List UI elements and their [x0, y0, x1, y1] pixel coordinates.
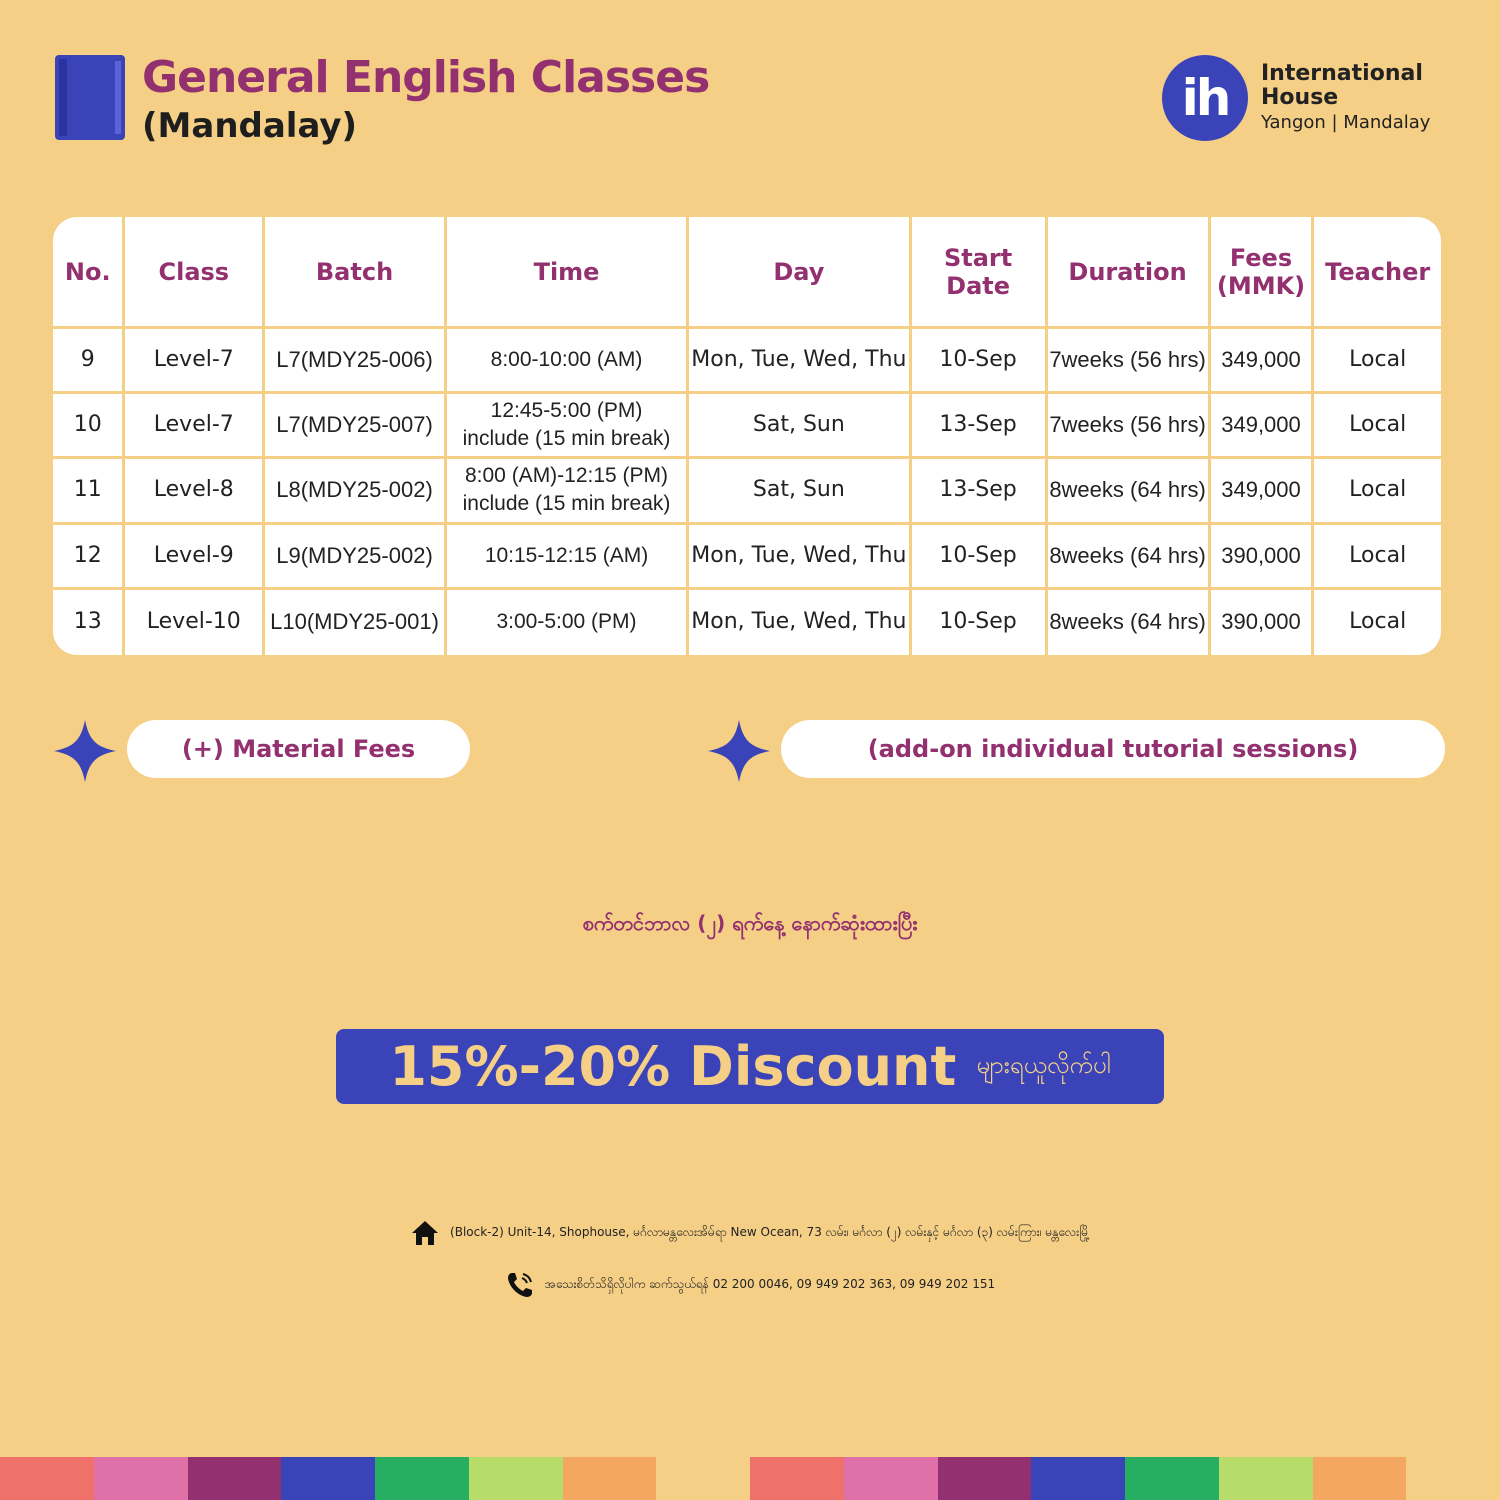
- cell-duration: 8weeks (64 hrs): [1048, 525, 1208, 590]
- time-range: 8:00-10:00 (AM): [490, 348, 643, 372]
- logo-line-2: House: [1261, 85, 1339, 110]
- logo-text: [1261, 62, 1430, 133]
- cell-time: [447, 394, 686, 459]
- table-row: [53, 590, 1441, 655]
- time-range: 12:45-5:00 (PM): [490, 399, 643, 423]
- col-header-batch: Batch: [265, 217, 444, 329]
- cell-no: 13: [53, 590, 122, 655]
- time-range: 3:00-5:00 (PM): [496, 610, 637, 634]
- cell-start-date: 10-Sep: [912, 590, 1045, 655]
- cell-fees: 349,000: [1211, 459, 1312, 524]
- time-range: 10:15-12:15 (AM): [484, 543, 649, 567]
- promo-headline: စက်တင်ဘာလ (၂) ရက်နေ့ နောက်ဆုံးထားပြီး: [582, 911, 918, 935]
- discount-subtext: များရယူလိုက်ပါ: [976, 1050, 1111, 1079]
- phone-icon: [505, 1270, 535, 1300]
- color-stripe-segment: [94, 1457, 188, 1500]
- col-header-start-date: [912, 217, 1045, 329]
- start-date-label: Start Date: [943, 243, 1013, 300]
- cell-fees: 390,000: [1211, 525, 1312, 590]
- home-icon: [410, 1218, 440, 1248]
- color-stripe-segment: [750, 1457, 844, 1500]
- color-stripe-segment: [563, 1457, 657, 1500]
- fees-label: Fees (MMK): [1216, 243, 1306, 300]
- address-line: [0, 1218, 1500, 1248]
- color-stripe-segment: [1031, 1457, 1125, 1500]
- material-fees-note: (+) Material Fees: [127, 720, 470, 778]
- logo-mark: ih: [1162, 55, 1248, 141]
- phone-line: [0, 1270, 1500, 1300]
- tutorial-note: (add-on individual tutorial sessions): [781, 720, 1445, 778]
- cell-class: Level-7: [125, 329, 262, 394]
- time-note: include (15 min break): [462, 427, 671, 451]
- cell-start-date: 13-Sep: [912, 459, 1045, 524]
- cell-teacher: Local: [1314, 459, 1441, 524]
- page-subtitle: (Mandalay): [142, 106, 358, 146]
- cell-teacher: Local: [1314, 394, 1441, 459]
- color-stripe-segment: [1219, 1457, 1313, 1500]
- logo-line-1: International: [1261, 61, 1423, 86]
- color-stripe-segment: [656, 1457, 750, 1500]
- cell-no: 12: [53, 525, 122, 590]
- color-stripe-segment: [188, 1457, 282, 1500]
- cell-day: Mon, Tue, Wed, Thu: [689, 329, 909, 394]
- cell-time: [447, 329, 686, 394]
- phone-text: အသေးစိတ်သိရှိလိုပါက ဆက်သွယ်ရန် 02 200 0046, 09 949 202 363, 09 949 202 151: [544, 1277, 996, 1291]
- cell-no: 9: [53, 329, 122, 394]
- schedule-table: [53, 217, 1441, 655]
- cell-fees: 390,000: [1211, 590, 1312, 655]
- time-range: 8:00 (AM)-12:15 (PM): [464, 464, 669, 488]
- cell-day: Sat, Sun: [689, 459, 909, 524]
- sparkle-icon: [54, 720, 116, 782]
- time-note: include (15 min break): [462, 492, 671, 516]
- cell-fees: 349,000: [1211, 394, 1312, 459]
- cell-time: [447, 590, 686, 655]
- cell-start-date: 13-Sep: [912, 394, 1045, 459]
- cell-class: Level-9: [125, 525, 262, 590]
- cell-batch: L7(MDY25-007): [265, 394, 444, 459]
- sparkle-icon: [708, 720, 770, 782]
- cell-fees: 349,000: [1211, 329, 1312, 394]
- color-stripe-segment: [281, 1457, 375, 1500]
- cell-batch: L7(MDY25-006): [265, 329, 444, 394]
- color-stripe-segment: [938, 1457, 1032, 1500]
- cell-day: Sat, Sun: [689, 394, 909, 459]
- logo-line-3: Yangon | Mandalay: [1261, 112, 1431, 133]
- col-header-class: Class: [125, 217, 262, 329]
- cell-class: Level-10: [125, 590, 262, 655]
- cell-teacher: Local: [1314, 329, 1441, 394]
- color-stripe-segment: [1313, 1457, 1407, 1500]
- color-stripe-segment: [844, 1457, 938, 1500]
- discount-text: 15%-20% Discount: [389, 1035, 957, 1098]
- col-header-day: Day: [689, 217, 909, 329]
- table-row: [53, 525, 1441, 590]
- cell-batch: L10(MDY25-001): [265, 590, 444, 655]
- cell-duration: 8weeks (64 hrs): [1048, 590, 1208, 655]
- cell-time: [447, 459, 686, 524]
- cell-class: Level-7: [125, 394, 262, 459]
- col-header-time: Time: [447, 217, 686, 329]
- col-header-fees: [1211, 217, 1312, 329]
- cell-no: 10: [53, 394, 122, 459]
- color-stripe-segment: [375, 1457, 469, 1500]
- cell-class: Level-8: [125, 459, 262, 524]
- col-header-teacher: Teacher: [1314, 217, 1441, 329]
- cell-batch: L9(MDY25-002): [265, 525, 444, 590]
- cell-duration: 7weeks (56 hrs): [1048, 329, 1208, 394]
- table-header-row: [53, 217, 1441, 329]
- col-header-duration: Duration: [1048, 217, 1208, 329]
- color-stripe-segment: [469, 1457, 563, 1500]
- book-icon: [55, 55, 125, 140]
- color-stripe-segment: [1406, 1457, 1500, 1500]
- cell-batch: L8(MDY25-002): [265, 459, 444, 524]
- cell-no: 11: [53, 459, 122, 524]
- page-title: General English Classes: [142, 52, 710, 103]
- cell-day: Mon, Tue, Wed, Thu: [689, 525, 909, 590]
- table-row: [53, 394, 1441, 459]
- cell-start-date: 10-Sep: [912, 525, 1045, 590]
- cell-time: [447, 525, 686, 590]
- address-text: (Block-2) Unit-14, Shophouse, မင်္ဂလာမန္တလေးအိမ်ရာ New Ocean, 73 လမ်း၊ မင်္ဂလာ (၂) လမ်းနှင့် မင်္ဂလာ (၃) လမ်းကြား၊ မန္တလေးမြို့: [450, 1225, 1090, 1239]
- table-row: [53, 329, 1441, 394]
- cell-duration: 7weeks (56 hrs): [1048, 394, 1208, 459]
- cell-duration: 8weeks (64 hrs): [1048, 459, 1208, 524]
- table-row: [53, 459, 1441, 524]
- cell-teacher: Local: [1314, 590, 1441, 655]
- discount-banner: [336, 1029, 1164, 1104]
- color-stripe-segment: [1125, 1457, 1219, 1500]
- color-stripe: [0, 1457, 1500, 1500]
- cell-start-date: 10-Sep: [912, 329, 1045, 394]
- color-stripe-segment: [0, 1457, 94, 1500]
- cell-teacher: Local: [1314, 525, 1441, 590]
- col-header-no: No.: [53, 217, 122, 329]
- cell-day: Mon, Tue, Wed, Thu: [689, 590, 909, 655]
